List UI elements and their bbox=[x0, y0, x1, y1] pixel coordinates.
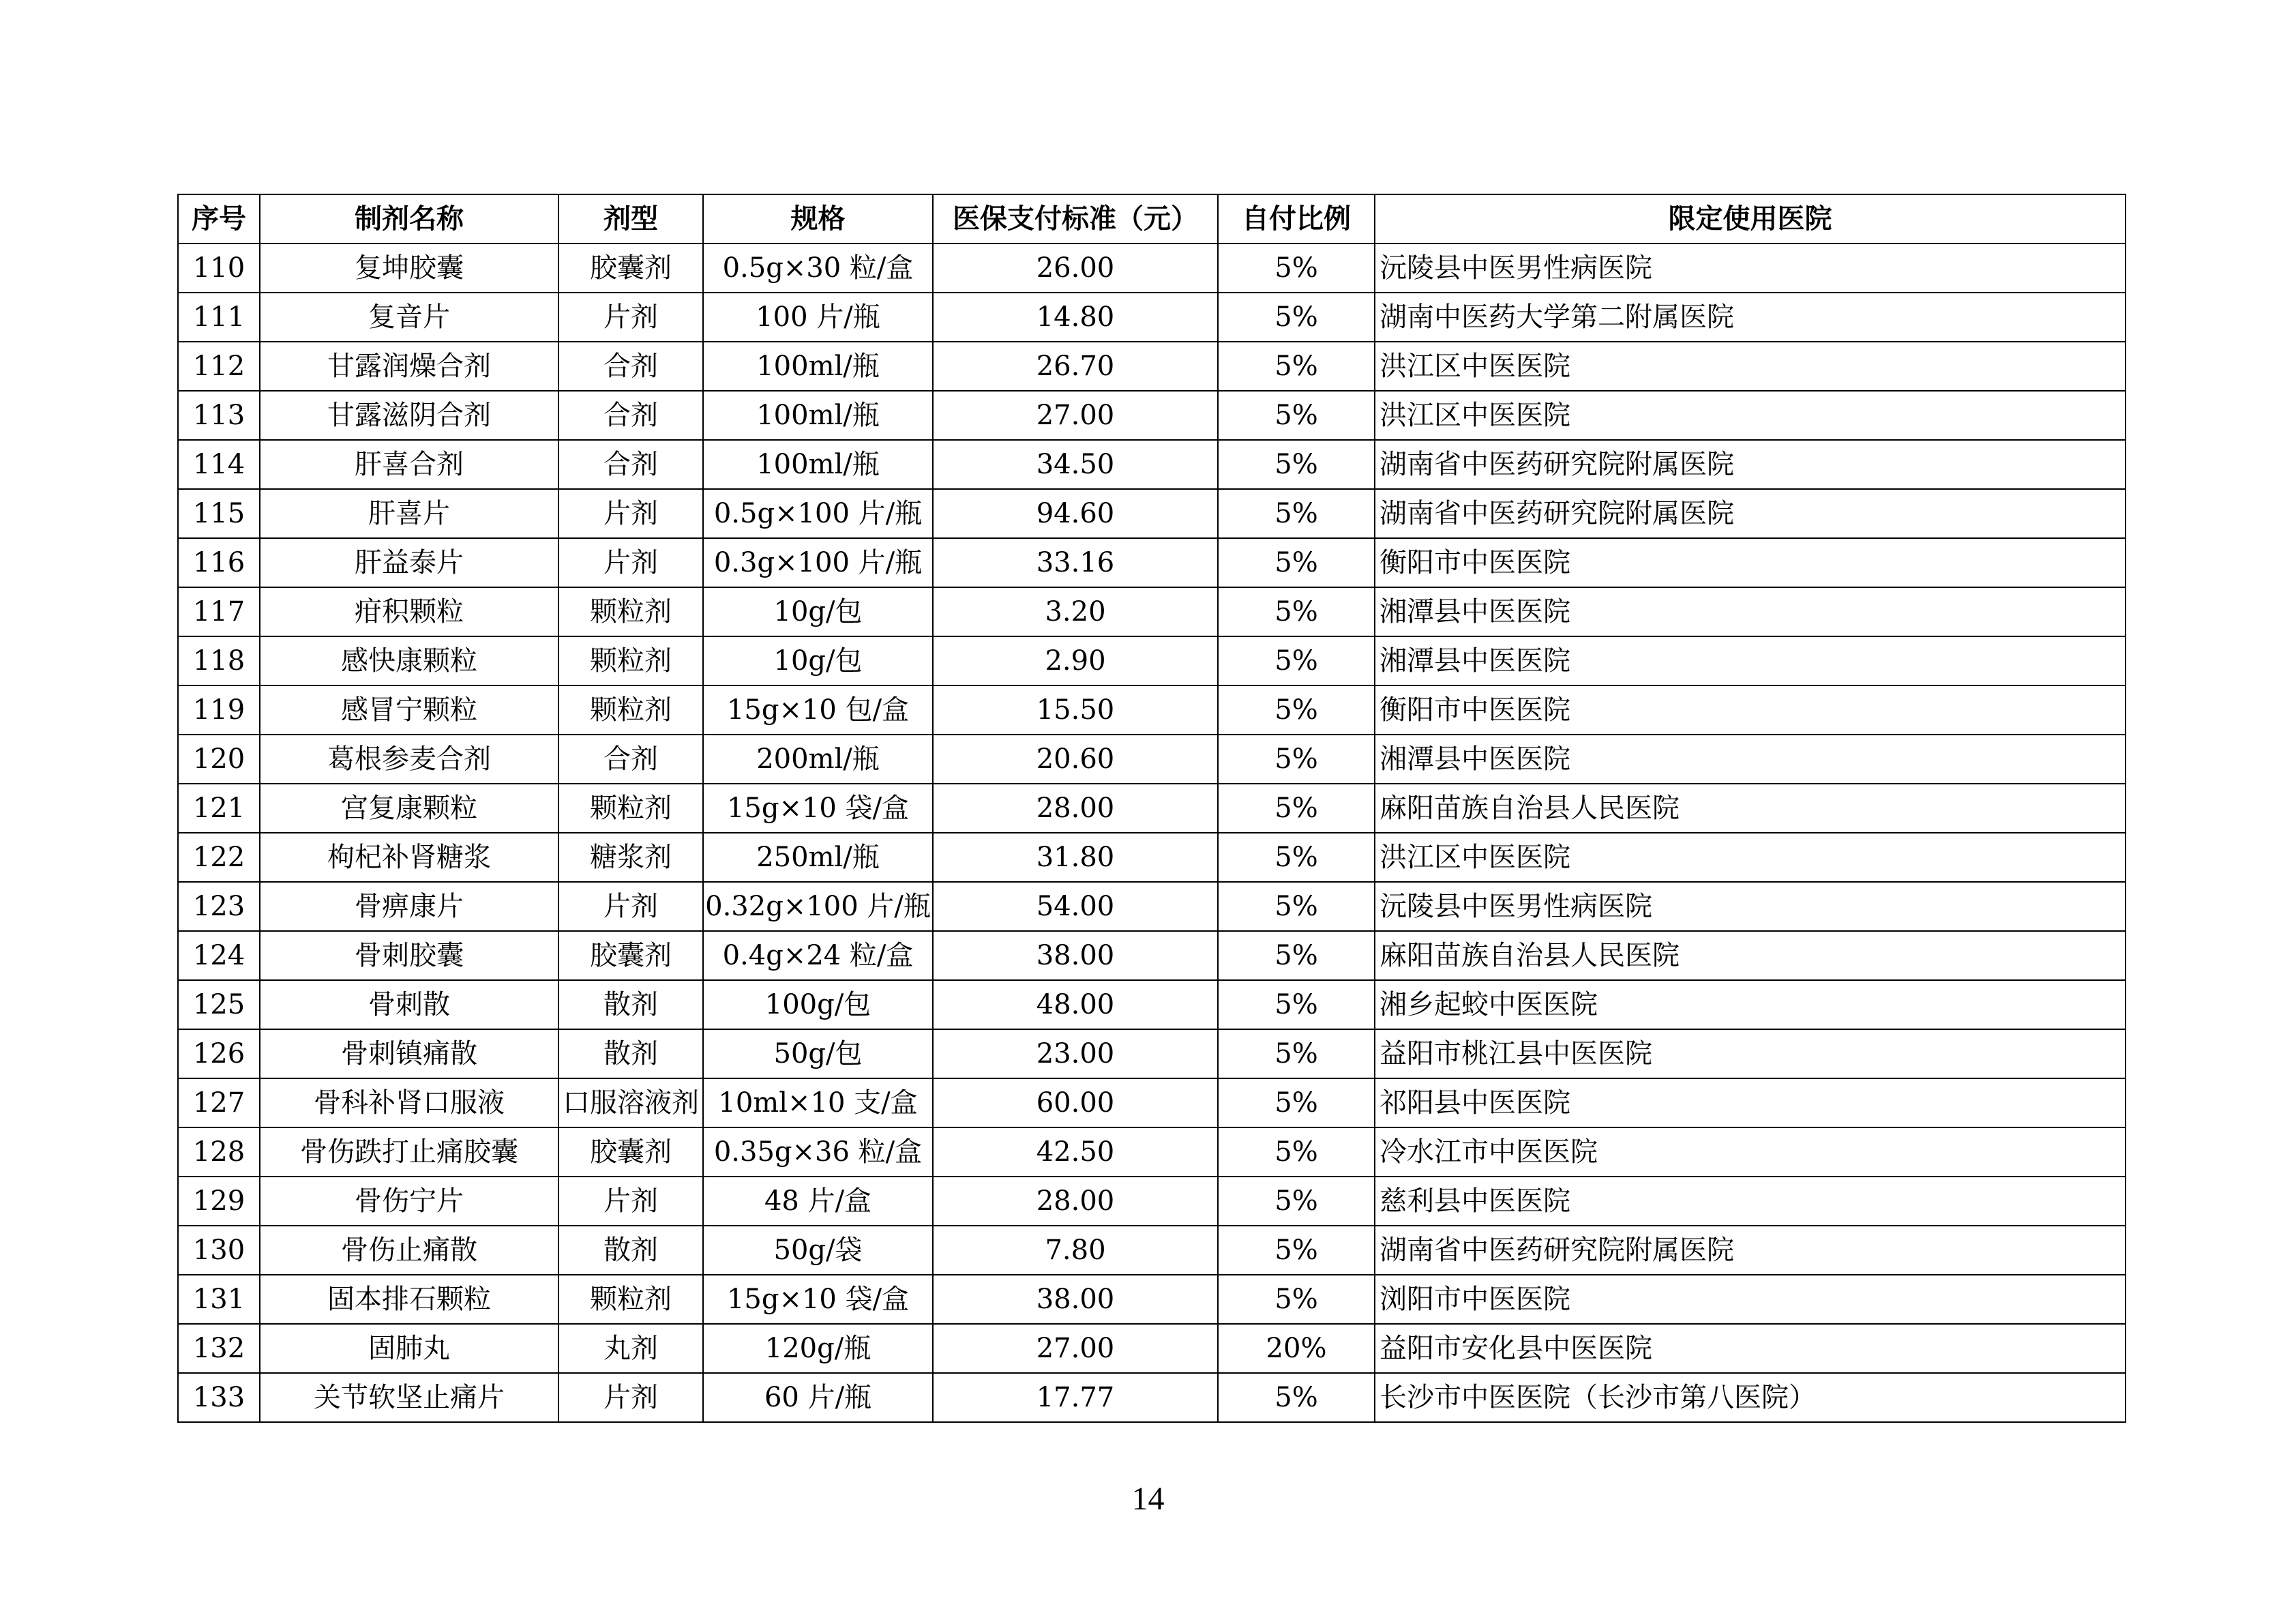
row-name: 固本排石颗粒 bbox=[260, 1275, 558, 1324]
row-price: 60.00 bbox=[933, 1078, 1218, 1127]
row-price: 34.50 bbox=[933, 440, 1218, 489]
row-seq: 128 bbox=[178, 1127, 260, 1177]
row-seq: 116 bbox=[178, 538, 260, 587]
row-price: 48.00 bbox=[933, 980, 1218, 1029]
row-dosage-form: 胶囊剂 bbox=[558, 243, 703, 293]
row-price: 38.00 bbox=[933, 931, 1218, 980]
row-seq: 129 bbox=[178, 1177, 260, 1226]
row-price: 26.00 bbox=[933, 243, 1218, 293]
row-seq: 130 bbox=[178, 1226, 260, 1275]
row-seq: 131 bbox=[178, 1275, 260, 1324]
row-price: 14.80 bbox=[933, 293, 1218, 342]
row-name: 枸杞补肾糖浆 bbox=[260, 833, 558, 882]
row-hospital: 湘潭县中医医院 bbox=[1375, 636, 2126, 685]
row-dosage-form: 颗粒剂 bbox=[558, 784, 703, 833]
row-dosage-form: 胶囊剂 bbox=[558, 1127, 703, 1177]
row-price: 42.50 bbox=[933, 1127, 1218, 1177]
row-name: 骨刺镇痛散 bbox=[260, 1029, 558, 1078]
table-row bbox=[178, 1226, 2126, 1275]
row-copay-ratio: 20% bbox=[1218, 1324, 1375, 1373]
row-name: 关节软坚止痛片 bbox=[260, 1373, 558, 1422]
row-spec: 100ml/瓶 bbox=[703, 391, 933, 440]
table-row bbox=[178, 735, 2126, 784]
row-copay-ratio: 5% bbox=[1218, 833, 1375, 882]
row-name: 复音片 bbox=[260, 293, 558, 342]
page-number: 14 bbox=[1131, 1481, 1165, 1517]
row-hospital: 麻阳苗族自治县人民医院 bbox=[1375, 931, 2126, 980]
row-price: 7.80 bbox=[933, 1226, 1218, 1275]
table-row bbox=[178, 1177, 2126, 1226]
row-spec: 50g/包 bbox=[703, 1029, 933, 1078]
row-seq: 121 bbox=[178, 784, 260, 833]
row-price: 15.50 bbox=[933, 685, 1218, 735]
row-name: 骨伤跌打止痛胶囊 bbox=[260, 1127, 558, 1177]
row-spec: 100ml/瓶 bbox=[703, 342, 933, 391]
row-seq: 119 bbox=[178, 685, 260, 735]
row-copay-ratio: 5% bbox=[1218, 243, 1375, 293]
row-copay-ratio: 5% bbox=[1218, 784, 1375, 833]
row-spec: 0.5g×30 粒/盒 bbox=[703, 243, 933, 293]
row-seq: 115 bbox=[178, 489, 260, 538]
row-price: 3.20 bbox=[933, 587, 1218, 636]
table-row bbox=[178, 882, 2126, 931]
row-copay-ratio: 5% bbox=[1218, 931, 1375, 980]
row-name: 骨痹康片 bbox=[260, 882, 558, 931]
row-spec: 0.4g×24 粒/盒 bbox=[703, 931, 933, 980]
table-row bbox=[178, 587, 2126, 636]
table-row bbox=[178, 833, 2126, 882]
row-dosage-form: 颗粒剂 bbox=[558, 636, 703, 685]
row-seq: 113 bbox=[178, 391, 260, 440]
row-hospital: 浏阳市中医医院 bbox=[1375, 1275, 2126, 1324]
row-price: 28.00 bbox=[933, 784, 1218, 833]
row-price: 28.00 bbox=[933, 1177, 1218, 1226]
row-spec: 10g/包 bbox=[703, 636, 933, 685]
row-hospital: 衡阳市中医医院 bbox=[1375, 685, 2126, 735]
row-hospital: 湖南省中医药研究院附属医院 bbox=[1375, 1226, 2126, 1275]
header-dosage-form: 剂型 bbox=[558, 194, 703, 243]
header-spec: 规格 bbox=[703, 194, 933, 243]
row-seq: 111 bbox=[178, 293, 260, 342]
row-name: 复坤胶囊 bbox=[260, 243, 558, 293]
table-row bbox=[178, 243, 2126, 293]
row-spec: 200ml/瓶 bbox=[703, 735, 933, 784]
row-seq: 124 bbox=[178, 931, 260, 980]
row-hospital: 洪江区中医医院 bbox=[1375, 833, 2126, 882]
table-row bbox=[178, 489, 2126, 538]
table-row bbox=[178, 931, 2126, 980]
table-row bbox=[178, 440, 2126, 489]
row-seq: 122 bbox=[178, 833, 260, 882]
table-row bbox=[178, 1373, 2126, 1422]
row-dosage-form: 散剂 bbox=[558, 1029, 703, 1078]
table-row bbox=[178, 538, 2126, 587]
row-copay-ratio: 5% bbox=[1218, 882, 1375, 931]
row-hospital: 沅陵县中医男性病医院 bbox=[1375, 243, 2126, 293]
row-spec: 0.35g×36 粒/盒 bbox=[703, 1127, 933, 1177]
row-copay-ratio: 5% bbox=[1218, 293, 1375, 342]
row-name: 肝喜片 bbox=[260, 489, 558, 538]
row-dosage-form: 片剂 bbox=[558, 882, 703, 931]
row-name: 骨刺胶囊 bbox=[260, 931, 558, 980]
row-dosage-form: 颗粒剂 bbox=[558, 587, 703, 636]
row-hospital: 祁阳县中医医院 bbox=[1375, 1078, 2126, 1127]
row-name: 骨伤宁片 bbox=[260, 1177, 558, 1226]
row-price: 26.70 bbox=[933, 342, 1218, 391]
row-name: 肝益泰片 bbox=[260, 538, 558, 587]
row-hospital: 衡阳市中医医院 bbox=[1375, 538, 2126, 587]
row-hospital: 长沙市中医医院（长沙市第八医院） bbox=[1375, 1373, 2126, 1422]
row-price: 17.77 bbox=[933, 1373, 1218, 1422]
row-copay-ratio: 5% bbox=[1218, 587, 1375, 636]
row-name: 甘露滋阴合剂 bbox=[260, 391, 558, 440]
header-price: 医保支付标准（元） bbox=[933, 194, 1218, 243]
row-dosage-form: 散剂 bbox=[558, 1226, 703, 1275]
row-dosage-form: 合剂 bbox=[558, 342, 703, 391]
row-name: 疳积颗粒 bbox=[260, 587, 558, 636]
row-dosage-form: 片剂 bbox=[558, 293, 703, 342]
row-name: 骨伤止痛散 bbox=[260, 1226, 558, 1275]
row-hospital: 益阳市桃江县中医医院 bbox=[1375, 1029, 2126, 1078]
row-hospital: 冷水江市中医医院 bbox=[1375, 1127, 2126, 1177]
row-hospital: 湘潭县中医医院 bbox=[1375, 735, 2126, 784]
row-dosage-form: 片剂 bbox=[558, 1177, 703, 1226]
row-price: 94.60 bbox=[933, 489, 1218, 538]
row-dosage-form: 合剂 bbox=[558, 735, 703, 784]
row-price: 27.00 bbox=[933, 391, 1218, 440]
row-name: 感冒宁颗粒 bbox=[260, 685, 558, 735]
row-price: 33.16 bbox=[933, 538, 1218, 587]
row-price: 31.80 bbox=[933, 833, 1218, 882]
table-row bbox=[178, 1275, 2126, 1324]
row-price: 38.00 bbox=[933, 1275, 1218, 1324]
table-row bbox=[178, 980, 2126, 1029]
row-copay-ratio: 5% bbox=[1218, 1177, 1375, 1226]
row-copay-ratio: 5% bbox=[1218, 1029, 1375, 1078]
row-copay-ratio: 5% bbox=[1218, 636, 1375, 685]
row-copay-ratio: 5% bbox=[1218, 538, 1375, 587]
row-price: 23.00 bbox=[933, 1029, 1218, 1078]
row-spec: 100ml/瓶 bbox=[703, 440, 933, 489]
table-row bbox=[178, 1324, 2126, 1373]
row-dosage-form: 合剂 bbox=[558, 440, 703, 489]
row-name: 甘露润燥合剂 bbox=[260, 342, 558, 391]
row-hospital: 湖南中医药大学第二附属医院 bbox=[1375, 293, 2126, 342]
row-seq: 125 bbox=[178, 980, 260, 1029]
row-spec: 0.32g×100 片/瓶 bbox=[703, 882, 933, 931]
row-seq: 110 bbox=[178, 243, 260, 293]
row-spec: 100 片/瓶 bbox=[703, 293, 933, 342]
row-copay-ratio: 5% bbox=[1218, 685, 1375, 735]
row-seq: 133 bbox=[178, 1373, 260, 1422]
row-copay-ratio: 5% bbox=[1218, 1127, 1375, 1177]
table-row bbox=[178, 1029, 2126, 1078]
row-dosage-form: 颗粒剂 bbox=[558, 1275, 703, 1324]
row-dosage-form: 片剂 bbox=[558, 538, 703, 587]
row-spec: 10g/包 bbox=[703, 587, 933, 636]
row-name: 葛根参麦合剂 bbox=[260, 735, 558, 784]
row-seq: 132 bbox=[178, 1324, 260, 1373]
row-seq: 117 bbox=[178, 587, 260, 636]
row-spec: 48 片/盒 bbox=[703, 1177, 933, 1226]
row-name: 肝喜合剂 bbox=[260, 440, 558, 489]
table-row bbox=[178, 636, 2126, 685]
row-name: 骨科补肾口服液 bbox=[260, 1078, 558, 1127]
row-seq: 127 bbox=[178, 1078, 260, 1127]
row-hospital: 洪江区中医医院 bbox=[1375, 391, 2126, 440]
row-seq: 120 bbox=[178, 735, 260, 784]
row-seq: 112 bbox=[178, 342, 260, 391]
row-dosage-form: 丸剂 bbox=[558, 1324, 703, 1373]
row-price: 20.60 bbox=[933, 735, 1218, 784]
row-dosage-form: 口服溶液剂 bbox=[558, 1078, 703, 1127]
row-seq: 126 bbox=[178, 1029, 260, 1078]
row-spec: 250ml/瓶 bbox=[703, 833, 933, 882]
header-hospital: 限定使用医院 bbox=[1375, 194, 2126, 243]
row-dosage-form: 胶囊剂 bbox=[558, 931, 703, 980]
table-row bbox=[178, 342, 2126, 391]
row-name: 固肺丸 bbox=[260, 1324, 558, 1373]
row-copay-ratio: 5% bbox=[1218, 489, 1375, 538]
header-name: 制剂名称 bbox=[260, 194, 558, 243]
row-hospital: 益阳市安化县中医医院 bbox=[1375, 1324, 2126, 1373]
row-copay-ratio: 5% bbox=[1218, 440, 1375, 489]
row-dosage-form: 合剂 bbox=[558, 391, 703, 440]
table-row bbox=[178, 1078, 2126, 1127]
row-spec: 100g/包 bbox=[703, 980, 933, 1029]
row-name: 宫复康颗粒 bbox=[260, 784, 558, 833]
row-spec: 15g×10 袋/盒 bbox=[703, 1275, 933, 1324]
row-spec: 60 片/瓶 bbox=[703, 1373, 933, 1422]
row-dosage-form: 糖浆剂 bbox=[558, 833, 703, 882]
row-copay-ratio: 5% bbox=[1218, 1226, 1375, 1275]
row-price: 27.00 bbox=[933, 1324, 1218, 1373]
row-dosage-form: 片剂 bbox=[558, 1373, 703, 1422]
row-hospital: 慈利县中医医院 bbox=[1375, 1177, 2126, 1226]
table-row bbox=[178, 1127, 2126, 1177]
row-seq: 114 bbox=[178, 440, 260, 489]
row-hospital: 湘乡起蛟中医医院 bbox=[1375, 980, 2126, 1029]
row-spec: 10ml×10 支/盒 bbox=[703, 1078, 933, 1127]
row-spec: 50g/袋 bbox=[703, 1226, 933, 1275]
row-price: 54.00 bbox=[933, 882, 1218, 931]
row-copay-ratio: 5% bbox=[1218, 980, 1375, 1029]
row-copay-ratio: 5% bbox=[1218, 1078, 1375, 1127]
row-spec: 120g/瓶 bbox=[703, 1324, 933, 1373]
row-name: 感快康颗粒 bbox=[260, 636, 558, 685]
row-dosage-form: 颗粒剂 bbox=[558, 685, 703, 735]
table-row bbox=[178, 293, 2126, 342]
table-body bbox=[178, 243, 2126, 1422]
header-copay-ratio: 自付比例 bbox=[1218, 194, 1375, 243]
row-copay-ratio: 5% bbox=[1218, 1373, 1375, 1422]
header-seq: 序号 bbox=[178, 194, 260, 243]
row-hospital: 湖南省中医药研究院附属医院 bbox=[1375, 440, 2126, 489]
row-spec: 0.3g×100 片/瓶 bbox=[703, 538, 933, 587]
row-copay-ratio: 5% bbox=[1218, 735, 1375, 784]
row-price: 2.90 bbox=[933, 636, 1218, 685]
table-row bbox=[178, 685, 2126, 735]
row-seq: 118 bbox=[178, 636, 260, 685]
table-header-row bbox=[178, 194, 2126, 243]
row-spec: 15g×10 袋/盒 bbox=[703, 784, 933, 833]
row-copay-ratio: 5% bbox=[1218, 342, 1375, 391]
row-hospital: 麻阳苗族自治县人民医院 bbox=[1375, 784, 2126, 833]
row-copay-ratio: 5% bbox=[1218, 391, 1375, 440]
row-name: 骨刺散 bbox=[260, 980, 558, 1029]
row-hospital: 湖南省中医药研究院附属医院 bbox=[1375, 489, 2126, 538]
table-row bbox=[178, 784, 2126, 833]
row-seq: 123 bbox=[178, 882, 260, 931]
row-copay-ratio: 5% bbox=[1218, 1275, 1375, 1324]
row-hospital: 湘潭县中医医院 bbox=[1375, 587, 2126, 636]
row-hospital: 沅陵县中医男性病医院 bbox=[1375, 882, 2126, 931]
row-dosage-form: 片剂 bbox=[558, 489, 703, 538]
drug-price-table bbox=[177, 194, 2126, 1423]
table-row bbox=[178, 391, 2126, 440]
row-dosage-form: 散剂 bbox=[558, 980, 703, 1029]
row-spec: 0.5g×100 片/瓶 bbox=[703, 489, 933, 538]
row-spec: 15g×10 包/盒 bbox=[703, 685, 933, 735]
row-hospital: 洪江区中医医院 bbox=[1375, 342, 2126, 391]
